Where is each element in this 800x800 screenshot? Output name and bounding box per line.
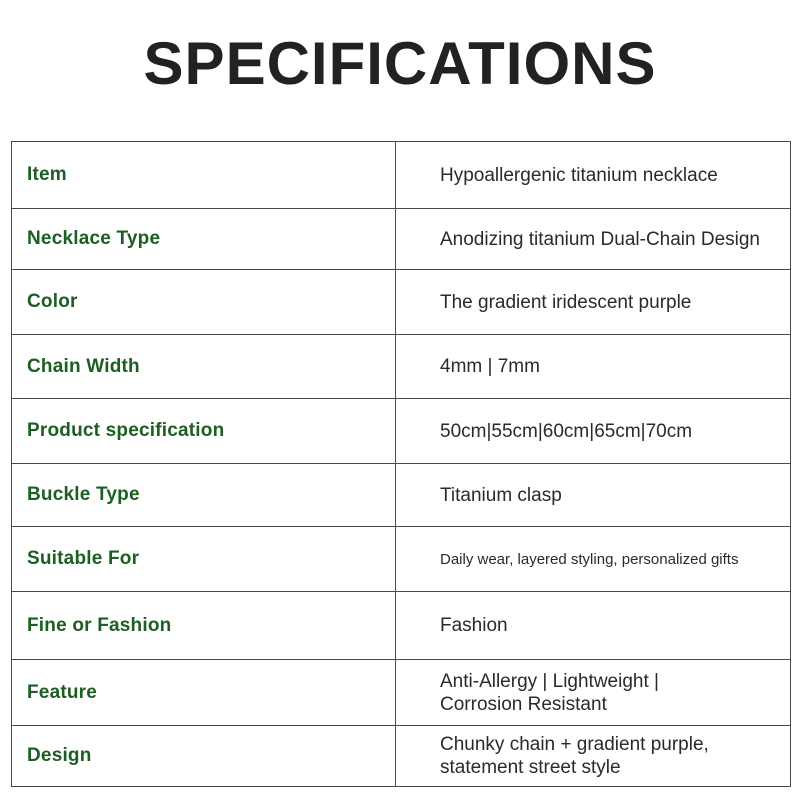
table-row	[12, 209, 791, 270]
spec-key: Feature	[12, 660, 396, 725]
spec-key: Necklace Type	[12, 209, 396, 269]
spec-key: Suitable For	[12, 527, 396, 591]
spec-value: 4mm | 7mm	[396, 335, 791, 398]
table-row	[12, 464, 791, 527]
table-row	[12, 527, 791, 592]
spec-key: Design	[12, 726, 396, 786]
spec-value: Daily wear, layered styling, personalized gifts	[396, 527, 791, 591]
spec-value: Hypoallergenic titanium necklace	[396, 142, 791, 208]
table-row	[12, 270, 791, 335]
spec-value: 50cm|55cm|60cm|65cm|70cm	[396, 399, 791, 463]
spec-value: Chunky chain + gradient purple, statement street style	[396, 726, 791, 786]
spec-key: Fine or Fashion	[12, 592, 396, 659]
table-row	[12, 399, 791, 464]
table-row	[12, 660, 791, 726]
spec-value: Anodizing titanium Dual-Chain Design	[396, 209, 791, 269]
spec-value: Titanium clasp	[396, 464, 791, 526]
table-row	[12, 592, 791, 660]
table-row	[12, 142, 791, 209]
spec-key: Product specification	[12, 399, 396, 463]
table-row	[12, 335, 791, 399]
spec-value: Anti-Allergy | Lightweight | Corrosion Resistant	[396, 660, 791, 725]
spec-key: Color	[12, 270, 396, 334]
specifications-table	[11, 141, 791, 787]
spec-value: The gradient iridescent purple	[396, 270, 791, 334]
spec-value: Fashion	[396, 592, 791, 659]
page-title: SPECIFICATIONS	[143, 30, 657, 97]
spec-key: Buckle Type	[12, 464, 396, 526]
spec-key: Item	[12, 142, 396, 208]
table-row	[12, 726, 791, 787]
spec-key: Chain Width	[12, 335, 396, 398]
